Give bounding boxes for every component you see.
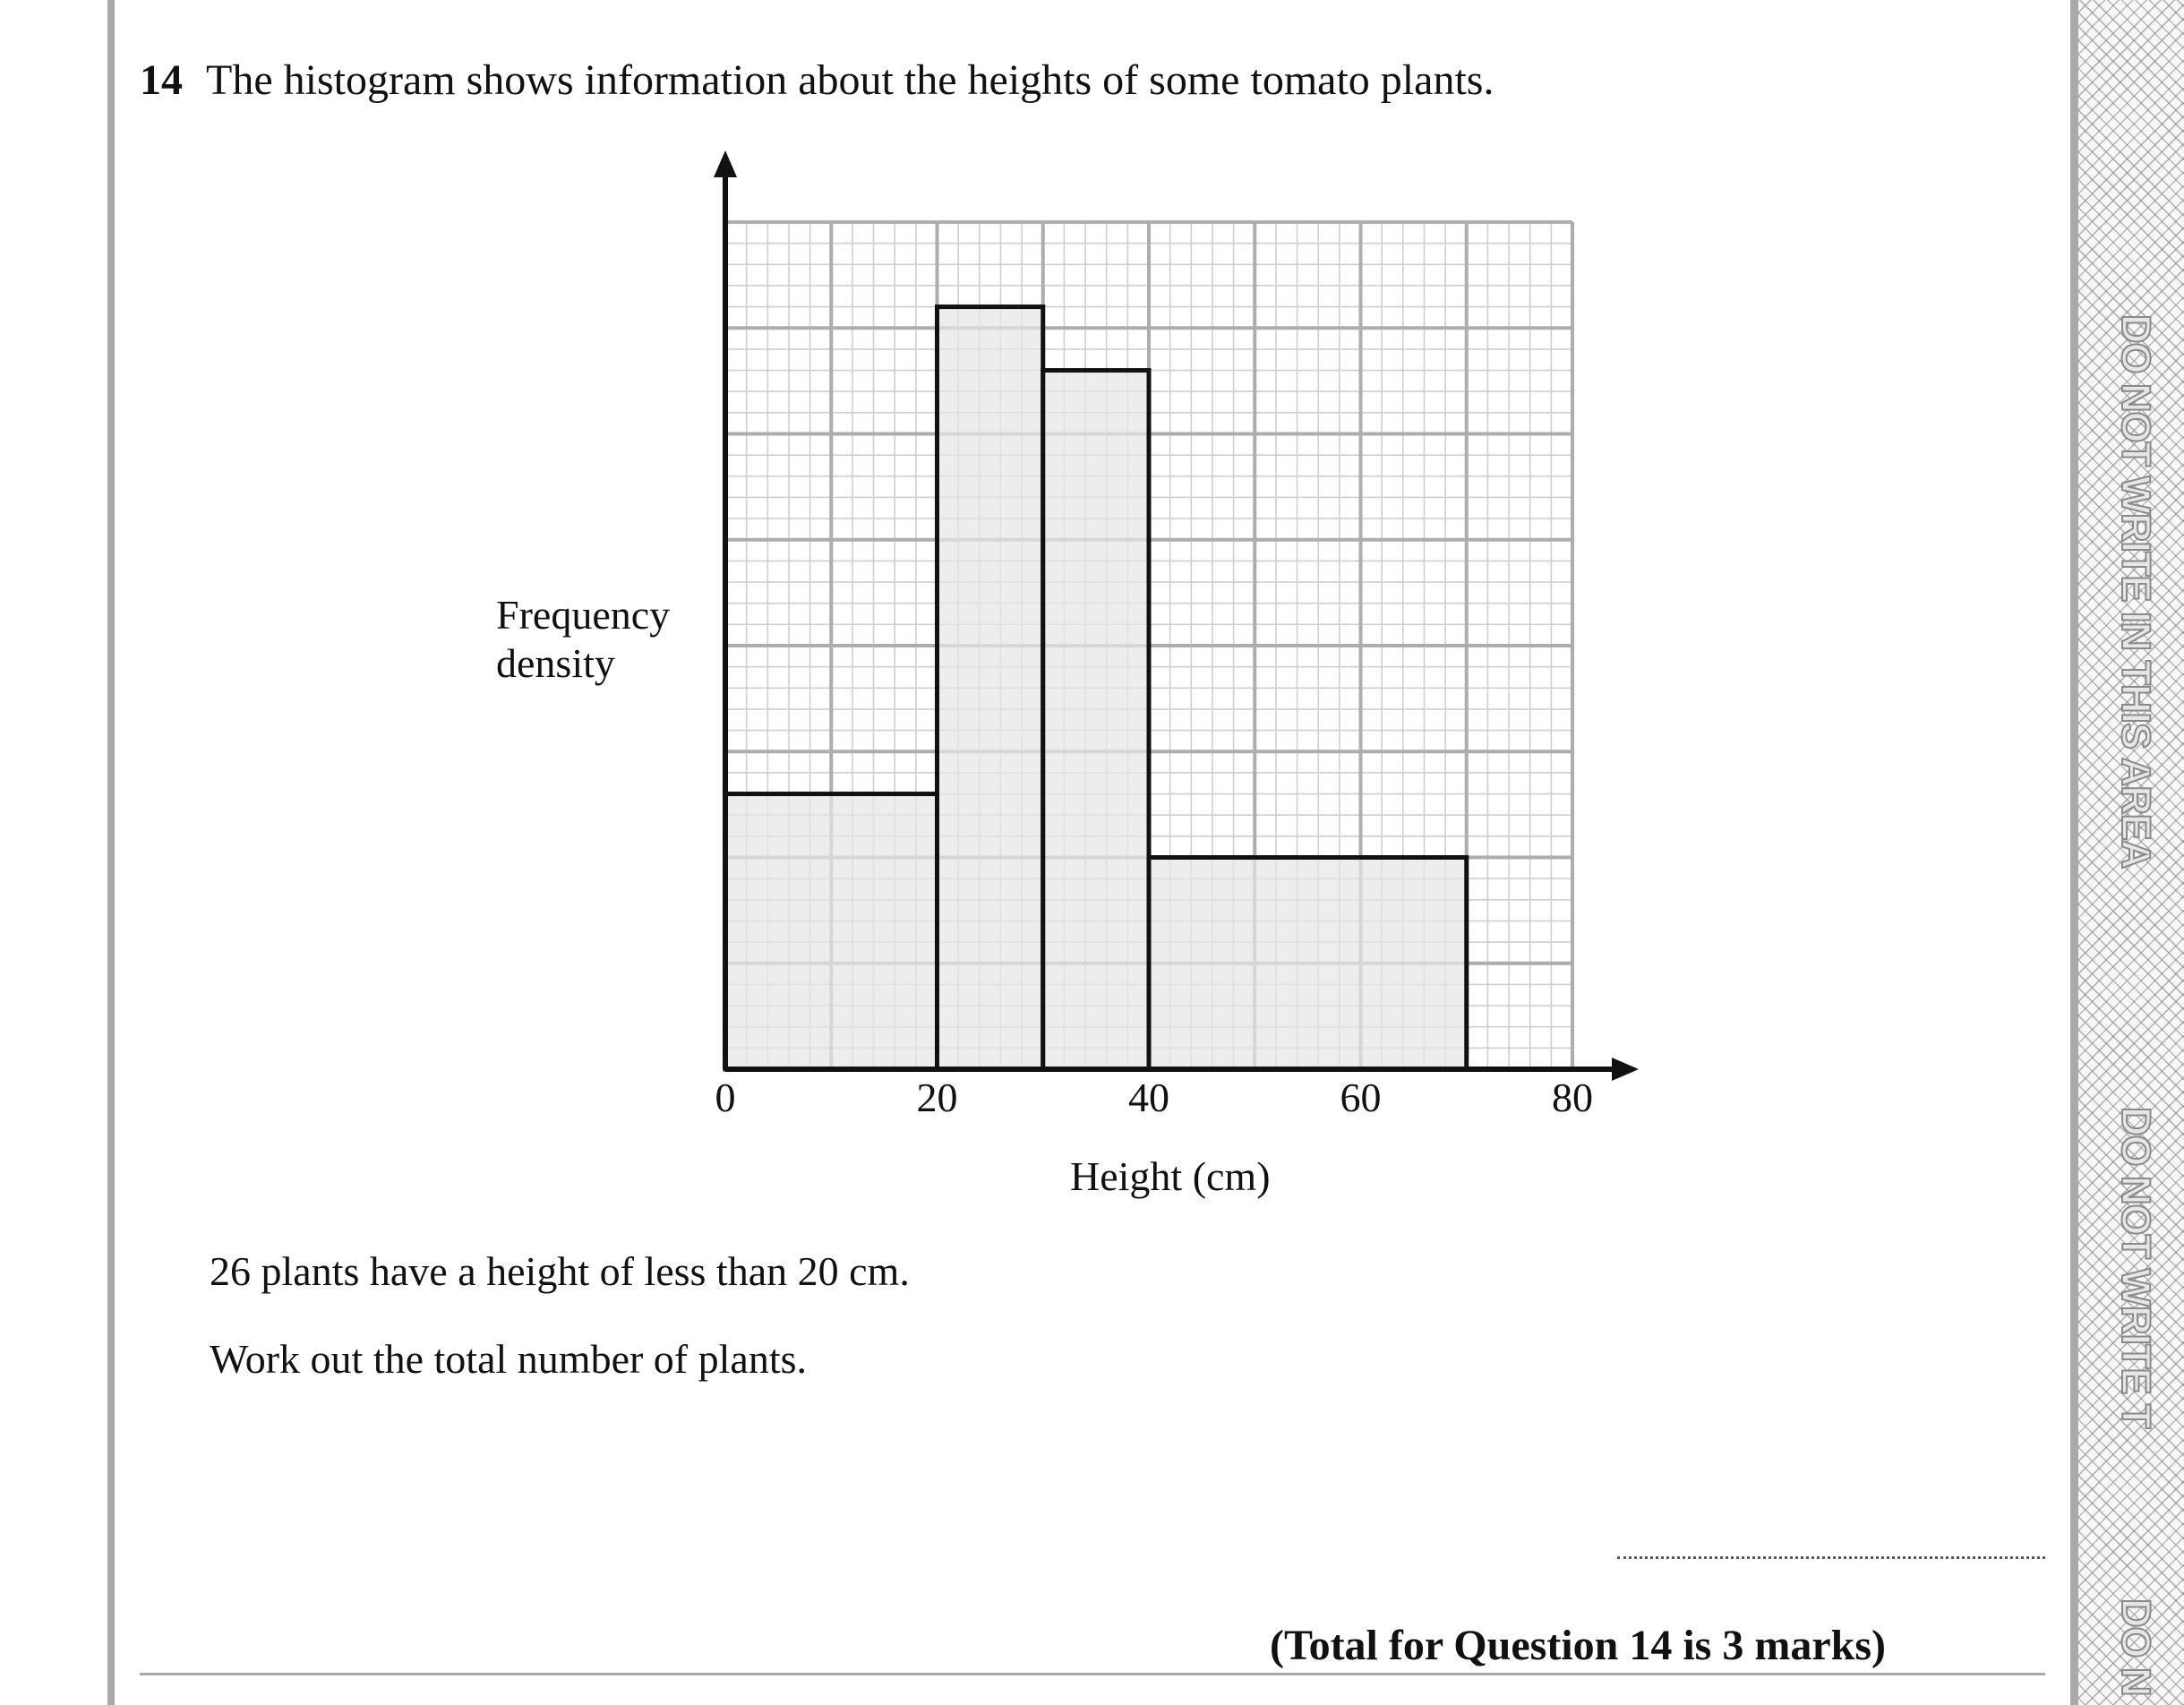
y-axis-label-line: Frequency — [496, 592, 671, 638]
margin-warning-text: DO N — [2113, 1598, 2159, 1696]
margin-warning-text: DO NOT WRITE T — [2113, 1106, 2159, 1428]
x-tick-label: 60 — [1340, 1075, 1382, 1120]
y-axis-arrow — [714, 150, 737, 177]
y-axis-label-line: density — [496, 640, 615, 686]
x-tick-label: 20 — [916, 1075, 958, 1120]
x-tick-label: 40 — [1128, 1075, 1169, 1120]
margin-warning-text: DO NOT WRITE IN THIS AREA — [2113, 313, 2159, 869]
question-number: 14 — [140, 56, 183, 104]
y-axis-label — [496, 591, 670, 688]
histogram-bar — [1043, 371, 1149, 1069]
question-text: The histogram shows information about the heights of some tomato plants. — [206, 56, 1495, 104]
total-marks: (Total for Question 14 is 3 marks) — [1269, 1622, 1886, 1669]
x-axis-label: Height (cm) — [1070, 1153, 1271, 1199]
answer-line[interactable] — [1617, 1556, 2045, 1559]
histogram-bar — [938, 307, 1043, 1069]
bottom-rule — [140, 1673, 2045, 1675]
histogram-bar — [725, 794, 938, 1069]
histogram-bar — [1149, 858, 1467, 1070]
instruction-text: Work out the total number of plants. — [210, 1336, 807, 1382]
x-tick-label: 0 — [715, 1075, 736, 1120]
x-tick-label: 80 — [1552, 1075, 1593, 1120]
given-statement: 26 plants have a height of less than 20 cm. — [210, 1248, 910, 1294]
